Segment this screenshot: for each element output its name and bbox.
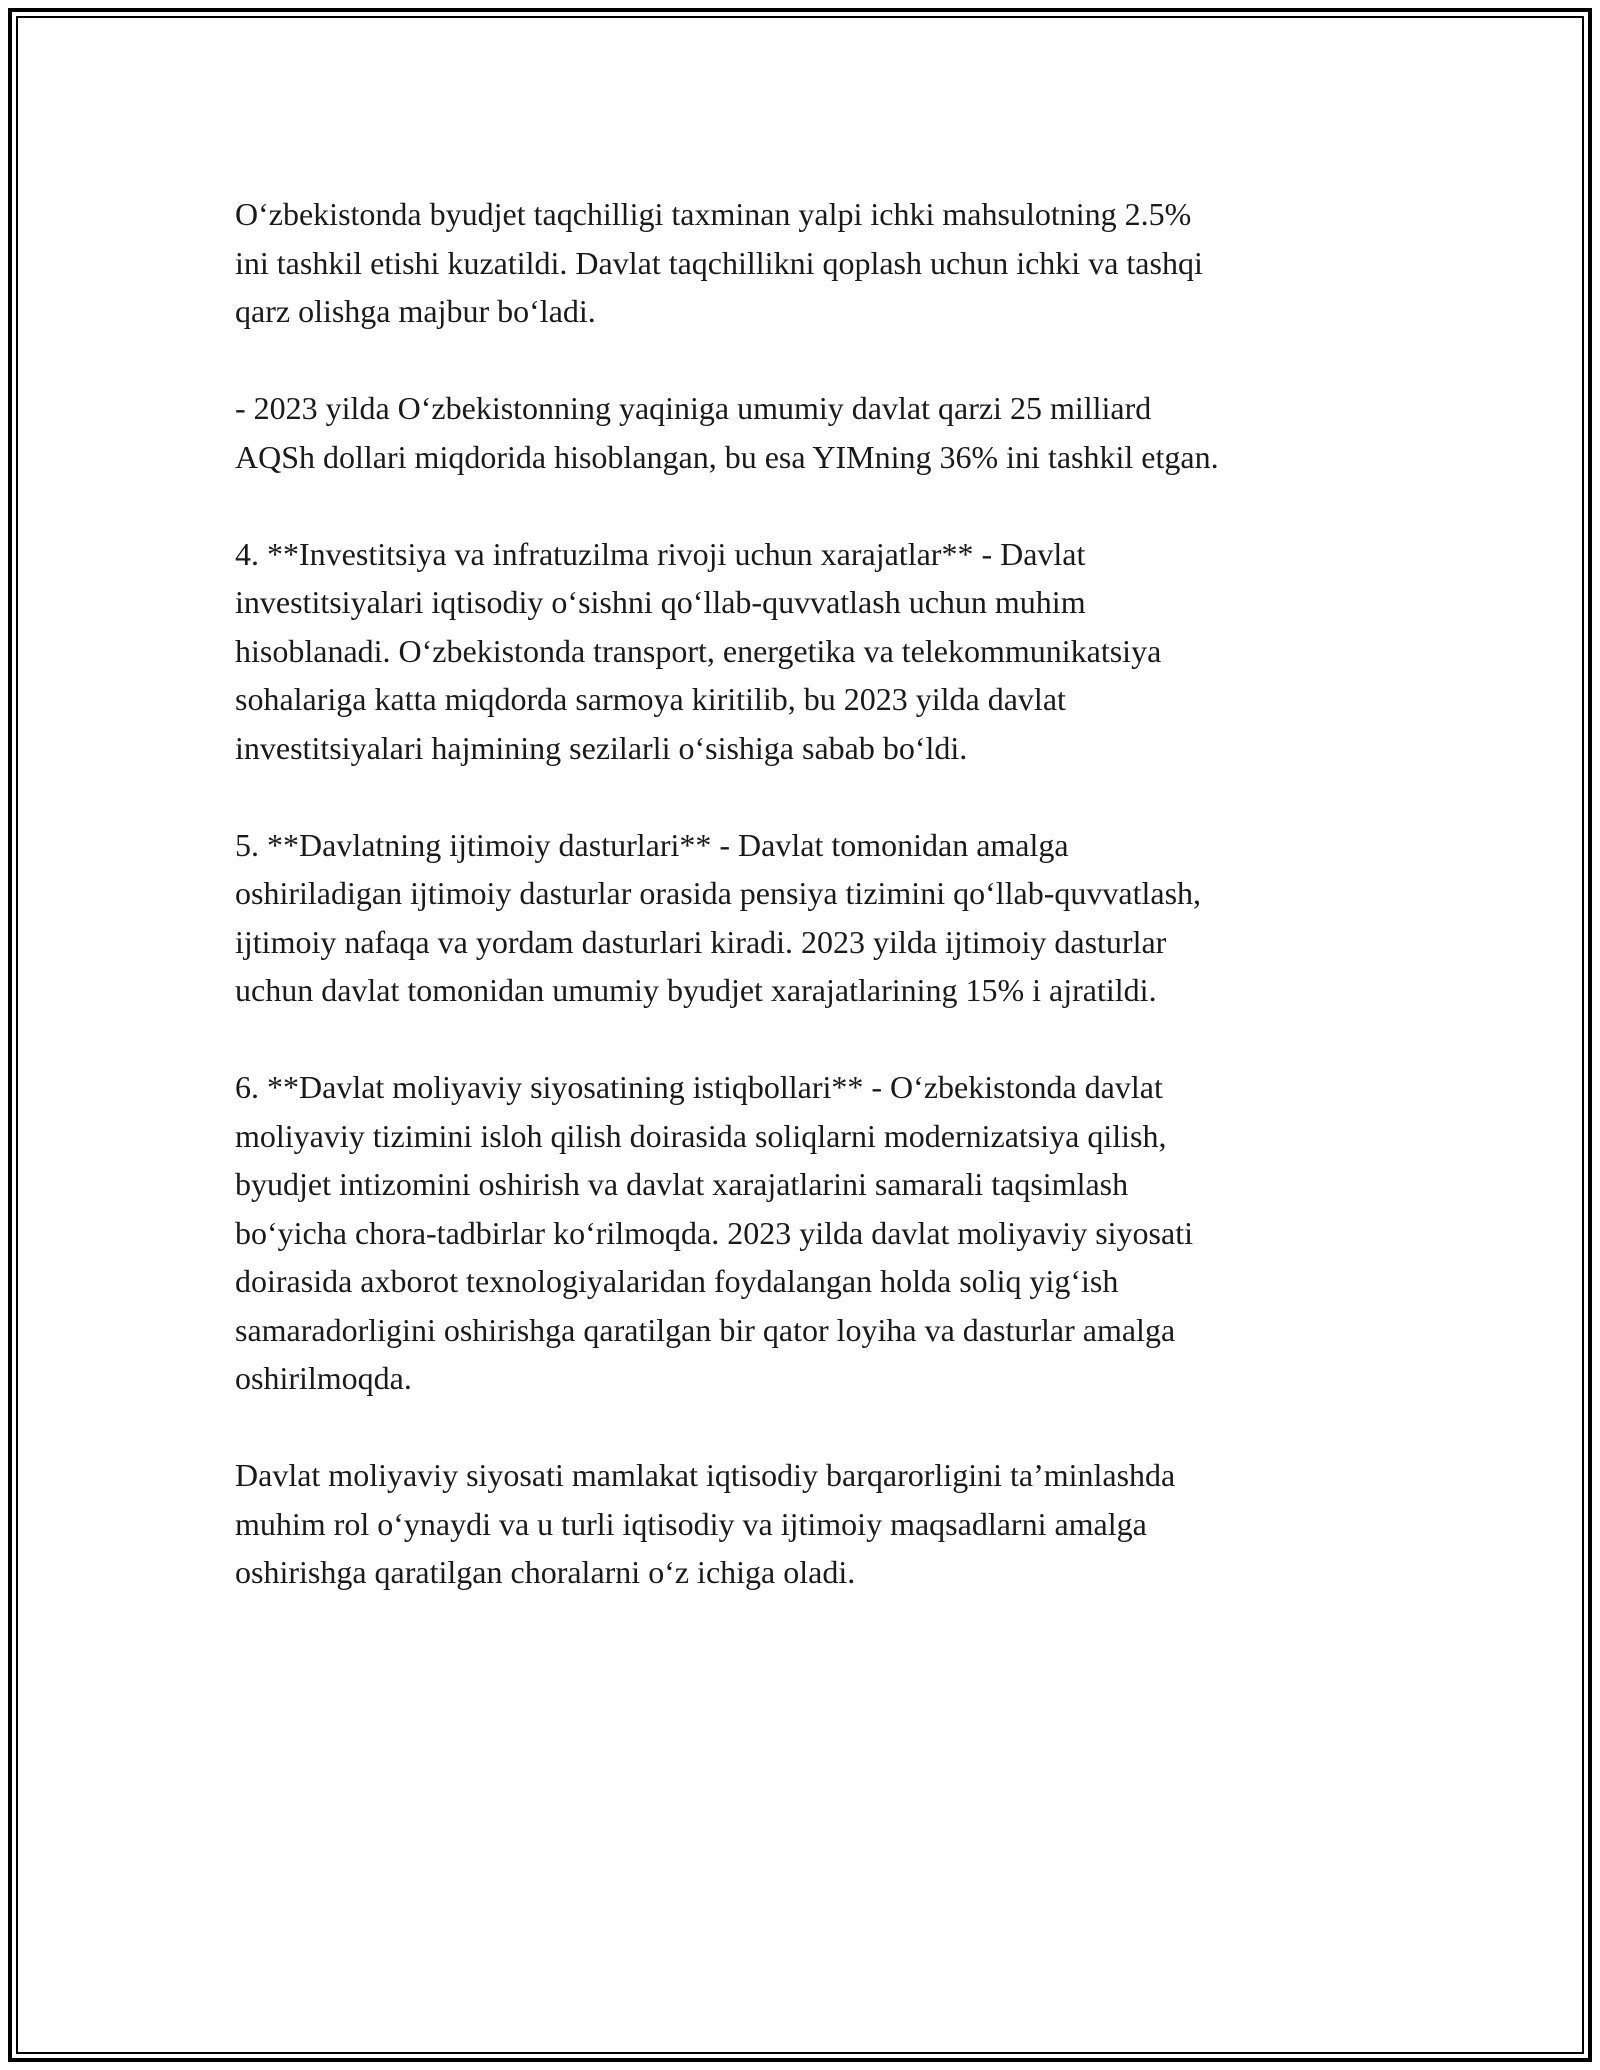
paragraph-budget-deficit: O‘zbekistonda byudjet taqchilligi taxminan yalpi ichki mahsulotning 2.5% ini tashkil etishi kuzatildi. Davlat taqchillikni qoplash uchun ichki va tashqi qarz olishga majbur bo‘ladi. (235, 196, 1203, 329)
paragraph-social-programs: 5. **Davlatning ijtimoiy dasturlari** - Davlat tomonidan amalga oshiriladigan ijtimoiy dasturlar orasida pensiya tizimini qo‘llab-quvvatlash, ijtimoiy nafaqa va yordam dasturlari kiradi. 2023 yilda ijtimoiy dasturlar uchun davlat tomonidan umumiy byudjet xarajatlarining 15% i ajratildi. (235, 826, 1202, 1008)
paragraph-fiscal-policy-outlook: 6. **Davlat moliyaviy siyosatining istiqbollari** - O‘zbekistonda davlat moliyaviy tizimini isloh qilish doirasida soliqlarni modernizatsiya qilish, byudjet intizomini oshirish va davlat xarajatlarini samarali taqsimlash bo‘yicha chora-tadbirlar ko‘rilmoqda. 2023 yilda davlat moliyaviy siyosati doirasida axborot texnologiyalaridan foydalangan holda soliq yig‘ish samaradorligini oshirishga qaratilgan bir qator loyiha va dasturlar amalga oshirilmoqda. (235, 1069, 1193, 1396)
paragraph-public-debt-bullet: - 2023 yilda O‘zbekistonning yaqiniga umumiy davlat qarzi 25 milliard AQSh dollari miqdorida hisoblangan, bu esa YIMning 36% ini tashkil etgan. (235, 390, 1219, 475)
document-body (235, 190, 1395, 1645)
paragraph-investment-infrastructure: 4. **Investitsiya va infratuzilma rivoji uchun xarajatlar** - Davlat investitsiyalari iqtisodiy o‘sishni qo‘llab-quvvatlash uchun muhim hisoblanadi. O‘zbekistonda transport, energetika va telekommunikatsiya sohalariga katta miqdorda sarmoya kiritilib, bu 2023 yilda davlat investitsiyalari hajmining sezilarli o‘sishiga sabab bo‘ldi. (235, 535, 1162, 766)
paragraph-conclusion: Davlat moliyaviy siyosati mamlakat iqtisodiy barqarorligini ta’minlashda muhim rol o‘ynaydi va u turli iqtisodiy va ijtimoiy maqsadlarni amalga oshirishga qaratilgan choralarni o‘z ichiga oladi. (235, 1457, 1176, 1590)
